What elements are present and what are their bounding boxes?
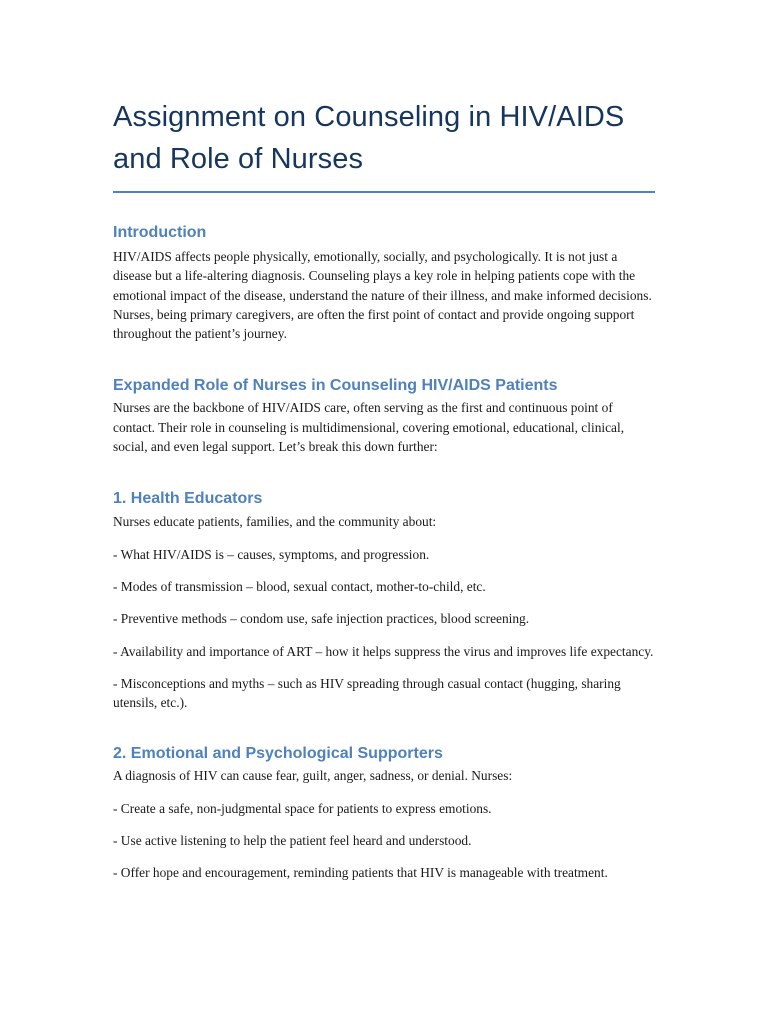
list-item: - Availability and importance of ART – how it helps suppress the virus and improves life expectancy.	[113, 643, 654, 659]
list-item: - Offer hope and encouragement, reminding patients that HIV is manageable with treatment.	[113, 865, 608, 881]
expanded-role-paragraph: Nurses are the backbone of HIV/AIDS care, often serving as the first and continuous point of contact. Their role in counseling is multidimensional, covering emotional, educational, clinical, social, and even legal support. Let’s break this down further:	[113, 400, 625, 455]
introduction-paragraph: HIV/AIDS affects people physically, emotionally, socially, and psychologically. It is not just a disease but a life-altering diagnosis. Counseling plays a key role in helping patients cope with the emotional impact of the disease, understand the nature of their illness, and make informed decisions. Nurses, being primary caregivers, are often the first point of contact and provide ongoing support throughout the patient’s journey.	[113, 249, 652, 342]
introduction-heading: Introduction	[113, 224, 207, 241]
list-item: - Misconceptions and myths – such as HIV spreading through casual contact (hugging, sharing utensils, etc.).	[113, 675, 621, 711]
expanded-role-heading: Expanded Role of Nurses in Counseling HIV/AIDS Patients	[113, 377, 558, 395]
emotional-supporters-list	[113, 799, 656, 883]
emotional-supporters-heading: 2. Emotional and Psychological Supporters	[113, 745, 443, 763]
emotional-supporters-intro: A diagnosis of HIV can cause fear, guilt, anger, sadness, or denial. Nurses:	[113, 768, 513, 784]
list-item: - Modes of transmission – blood, sexual contact, mother-to-child, etc.	[113, 578, 486, 594]
health-educators-heading: 1. Health Educators	[113, 490, 263, 508]
health-educators-intro: Nurses educate patients, families, and the community about:	[113, 514, 437, 530]
title-underline-rule	[113, 191, 655, 193]
document-title: Assignment on Counseling in HIV/AIDS and Role of Nurses	[113, 101, 625, 175]
health-educators-list	[113, 545, 656, 713]
list-item: - Use active listening to help the patient feel heard and understood.	[113, 833, 472, 849]
list-item: - Preventive methods – condom use, safe injection practices, blood screening.	[113, 611, 530, 627]
document-page	[113, 96, 656, 883]
list-item: - Create a safe, non-judgmental space for patients to express emotions.	[113, 800, 492, 816]
list-item: - What HIV/AIDS is – causes, symptoms, and progression.	[113, 546, 430, 562]
